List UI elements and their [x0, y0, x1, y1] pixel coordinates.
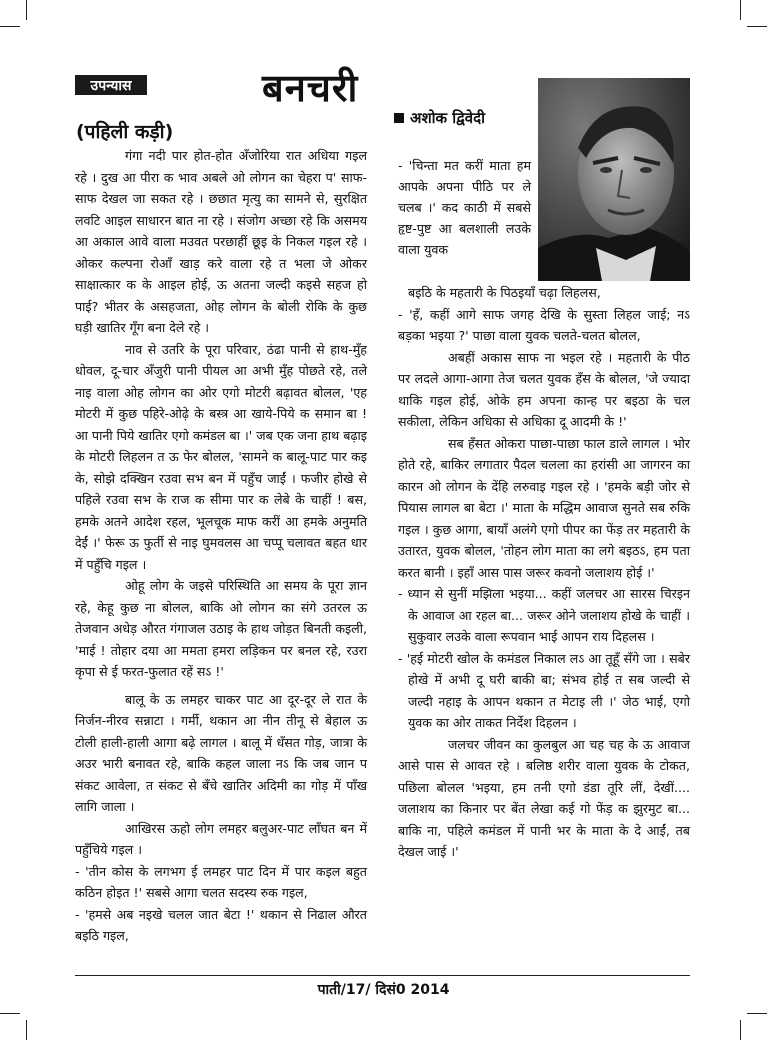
- dialogue-line: - 'हमसे अब नइखे चलल जात बेटा !' थकान से निढाल औरत बइठि गइल,: [75, 906, 367, 943]
- crop-mark: [747, 26, 767, 27]
- section-label: उपन्यास: [75, 75, 147, 95]
- page-footer: पाती/17/ दिसं0 2014: [317, 982, 450, 998]
- left-text-column: [75, 145, 367, 947]
- crop-mark: [0, 26, 20, 27]
- paragraph: आखिरस ऊहो लोग लमहर बलुअर-पाट लाँघत बन में पहुँचिये गइल ।: [75, 820, 367, 857]
- dialogue-line: - 'हई मोटरी खोल के कमंडल निकाल लऽ आ तूहूँ सँगे जा । सबेर होखे में अभी दू घरी बाकी बा; संभव होई त सब जल्दी से जल्दी नहाइ के आपन थकान त मेटाइ ली ।' जेठ भाई, एगो युवक का ओर ताकत निर्देश दिहलन ।: [398, 650, 690, 730]
- crop-mark: [26, 0, 27, 20]
- page-title: बनचरी: [262, 66, 359, 110]
- dialogue-line: - 'चिन्ता मत करीं माता हम आपके अपना पीठि पर ले चलब ।' कद काठी में सबसे हृष्ट-पुष्ट आ बलशाली लउके वाला युवक: [398, 158, 531, 257]
- square-bullet-icon: [394, 113, 404, 123]
- footer-divider: [75, 975, 690, 976]
- author-name: अशोक द्विवेदी: [410, 109, 485, 127]
- author-photo: [538, 78, 690, 281]
- dialogue-line-tail: बइठि के महतारी के पिठइयाँ चढ़ा लिहलस,: [408, 285, 601, 300]
- dialogue-line: - ध्यान से सुनीं मझिला भइया... कहीं जलचर आ सारस चिरइन के आवाज आ रहल बा... जरूर ओने जलाशय होखे के चाहीं । सुकुवार लउके वाला रूपवान भाई आपन राय दिहलस ।: [398, 586, 690, 644]
- paragraph: नाव से उतरि के पूरा परिवार, ठंढा पानी से हाथ-मुँह धोवल, दू-चार अँजुरी पानी पीयल आ अभी मुँह पोछते रहे, तले नाइ वाला ओह लोगन का ओर एगो मोटरी बढ़ावत बोलल, 'एह मोटरी में कुछ पहिरे-ओढ़े के बस्त्र आ खाये-पिये क समान बा ! आ पानी पिये खातिर एगो कमंडल बा ।' जब एक जना हाथ बढ़ाइ के मोटरी लिहलन त ऊ फेर बोलल, 'सामने क बालू-पाट पार कइ के, सोझे दक्खिन रउवा सभ बन में पहुँच जाईं । फजीर होखे से पहिले रउवा सभ के राज क सीमा पार क लेबे के चाहीं ! बस, हमके अतने आदेश रहल, भूलचूक माफ करीं आ हमके अनुमति देईं ।' फेरू ऊ फुर्ती से नाइ घुमवलस आ चप्पू चलावत बहत धार में पहुँचि गइल ।: [75, 341, 367, 572]
- paragraph: अबहीं अकास साफ ना भइल रहे । महतारी के पीठ पर लदले आगा-आगा तेज चलत युवक हँस के बोलल, 'जे ज्यादा थाकि गइल होई, ओके हम अपना कान्ह पर बइठा के चल सकीला, लेकिन अधिका से अधिका दू आदमी के !': [398, 349, 690, 429]
- crop-mark: [740, 1020, 741, 1040]
- paragraph: बालू के ऊ लमहर चाकर पाट आ दूर-दूर ले रात के निर्जन-नीरव सन्नाटा । गर्मी, थकान आ नीन तीनू से बेहाल ऊ टोली हाली-हाली आगा बढ़े लागल । बालू में धँसत गोड़, जात्रा के अउर भारी बनावत रहे, बाकि कहल जाला नऽ कि जब जान प संकट आवेला, त संकट से बँचे खातिर अदिमी का गोड़ में पाँख लागि जाला ।: [75, 691, 367, 814]
- dialogue-line: - 'हँ, कहीं आगे साफ जगह देखि के सुस्ता लिहल जाई; नऽ बड़का भइया ?' पाछा वाला युवक चलते-चलत बोलल,: [398, 306, 690, 343]
- dialogue-line: - 'तीन कोस के लगभग ई लमहर पाट दिन में पार कइल बहुत कठिन होइत !' सबसे आगा चलत सदस्य रुक गइल,: [75, 863, 367, 900]
- crop-mark: [740, 0, 741, 20]
- crop-mark: [0, 1013, 20, 1014]
- right-text-column: [398, 282, 690, 863]
- crop-mark: [747, 1013, 767, 1014]
- paragraph: सब हँसत ओकरा पाछा-पाछा फाल डाले लागल । भोर होते रहे, बाकिर लगातार पैदल चलला का हरांसी आ जागरन का कारन ओ लोगन के देंहि लरुवाइ गइल रहे । 'हमके बड़ी जोर से पियास लागल बा बेटा ।' माता के मद्धिम आवाज सुनते सब रुकि गइल । कुछ आगा, बायाँ अलंगे एगो पीपर का फेंड़ तर महतारी के उतारत, युवक बोलल, 'तोहन लोग माता का लगे बइठऽ, हम पता करत बानी । इहाँ आस पास जरूर कवनो जलाशय होई ।': [398, 435, 690, 580]
- crop-mark: [26, 1020, 27, 1040]
- paragraph: गंगा नदी पार होत-होत अँजोरिया रात अधिया गइल रहे । दुख आ पीरा क भाव अबले ओ लोगन का चेहरा प' साफ-साफ देखल जा सकत रहे । छछात मृत्यु का सामने से, सुरक्षित लवटि आइल साधारन बात ना रहे । संजोग अच्छा रहे कि असमय आ अकाल आवे वाला मउवत परछाहीं छूइ के निकल गइल रहे । ओकर कल्पना रोआँ खाड़ करे वाला रहे त भला जे ओकर साक्षात्कार क के आइल होई, ऊ अतना जल्दी कइसे सहज हो पाई? भीतर के असहजता, ओह लोगन के बोली रोकि के कुछ घड़ी खातिर गूँग बना देले रहे ।: [75, 148, 367, 335]
- author-byline: [394, 108, 485, 128]
- paragraph: जलचर जीवन का कुलबुल आ चह चह के ऊ आवाज आसे पास से आवत रहे । बलिष्ठ शरीर वाला युवक के टोकत, पछिला बोलल 'भइया, हम तनी एगो डंडा तूरि लीं, देखीं.... जलाशय का किनार पर बेंत लेखा कई गो फेंड़ क झुरमुट बा... बाकि ना, पहिले कमंडल में पानी भर के माता के दे आईं, तब देखल जाई ।': [398, 736, 690, 859]
- right-text-column-top: [398, 155, 531, 260]
- paragraph: ओहू लोग के जइसे परिस्थिति आ समय के पूरा ज्ञान रहे, केहू कुछ ना बोलल, बाकि ओ लोगन का संगे उतरल ऊ तेजवान अधेड़ औरत गंगाजल उठाइ के हाथ जोड़त बिनती कइली, 'माई ! तोहार दया आ ममता हमरा लड़िकन पर बनल रहे, रउरा कृपा से ई फरत-फुलात रहें सऽ !': [75, 578, 367, 679]
- installment-subtitle: (पहिली कड़ी): [76, 121, 174, 143]
